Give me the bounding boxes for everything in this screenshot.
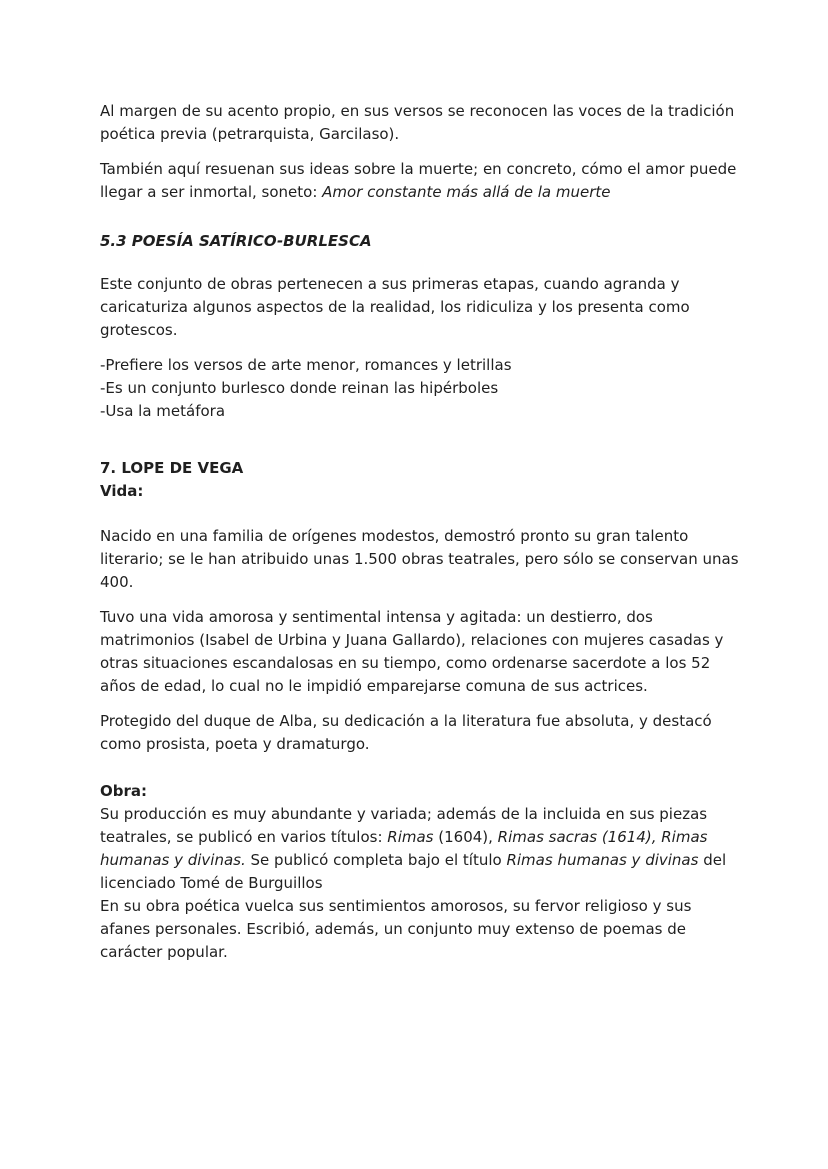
- work-title: Rimas humanas y divinas: [506, 851, 699, 869]
- list-item: -Prefiere los versos de arte menor, romances y letrillas: [100, 356, 512, 374]
- list-item: -Es un conjunto burlesco donde reinan las hipérboles: [100, 379, 499, 397]
- document-page: [100, 100, 740, 964]
- subheading-vida: Vida:: [100, 482, 144, 500]
- paragraph-obra-poetica: En su obra poética vuelca sus sentimientos amorosos, su fervor religioso y sus afanes personales. Escribió, además, un conjunto muy extenso de poemas de carácter popular.: [100, 897, 692, 961]
- paragraph-vida-alba: Protegido del duque de Alba, su dedicación a la literatura fue absoluta, y destacó como prosista, poeta y dramaturgo.: [100, 712, 712, 753]
- obra-text: Se publicó completa bajo el título: [245, 851, 507, 869]
- work-title: Rimas sacras (1614), Rimas humanas y divinas.: [100, 828, 708, 869]
- sonnet-title: Amor constante más allá de la muerte: [322, 183, 611, 201]
- obra-text: Su producción es muy abundante y variada; además de la incluida en sus piezas teatrales, se publicó en varios títulos:: [100, 805, 708, 846]
- list-item: -Usa la metáfora: [100, 402, 226, 420]
- paragraph-obra-produccion: [100, 803, 740, 895]
- paragraph-muerte-text: También aquí resuenan sus ideas sobre la muerte; en concreto, cómo el amor puede llegar a ser inmortal, soneto:: [100, 160, 737, 201]
- obra-text: (1604),: [433, 828, 498, 846]
- work-title: Rimas: [387, 828, 434, 846]
- paragraph-vida-amorosa: Tuvo una vida amorosa y sentimental intensa y agitada: un destierro, dos matrimonios (Isabel de Urbina y Juana Gallardo), relaciones con mujeres casadas y otras situaciones escandalosas en su tiempo, como ordenarse sacerdote a los 52 años de edad, lo cual no le impidió emparejarse comuna de sus actrices.: [100, 608, 724, 695]
- obra-text: del licenciado Tomé de Burguillos: [100, 851, 727, 892]
- paragraph-muerte: [100, 158, 740, 204]
- paragraph-satirico: Este conjunto de obras pertenecen a sus primeras etapas, cuando agranda y caricaturiza algunos aspectos de la realidad, los ridiculiza y los presenta como grotescos.: [100, 275, 690, 339]
- section-heading-lope: 7. LOPE DE VEGA: [100, 459, 244, 477]
- features-list: [100, 354, 740, 423]
- section-heading-satirico: 5.3 POESÍA SATÍRICO-BURLESCA: [100, 232, 372, 250]
- paragraph-vida-origen: Nacido en una familia de orígenes modestos, demostró pronto su gran talento literario; se le han atribuido unas 1.500 obras teatrales, pero sólo se conservan unas 400.: [100, 527, 739, 591]
- subheading-obra: Obra:: [100, 782, 148, 800]
- paragraph-tradicion: Al margen de su acento propio, en sus versos se reconocen las voces de la tradición poética previa (petrarquista, Garcilaso).: [100, 102, 735, 143]
